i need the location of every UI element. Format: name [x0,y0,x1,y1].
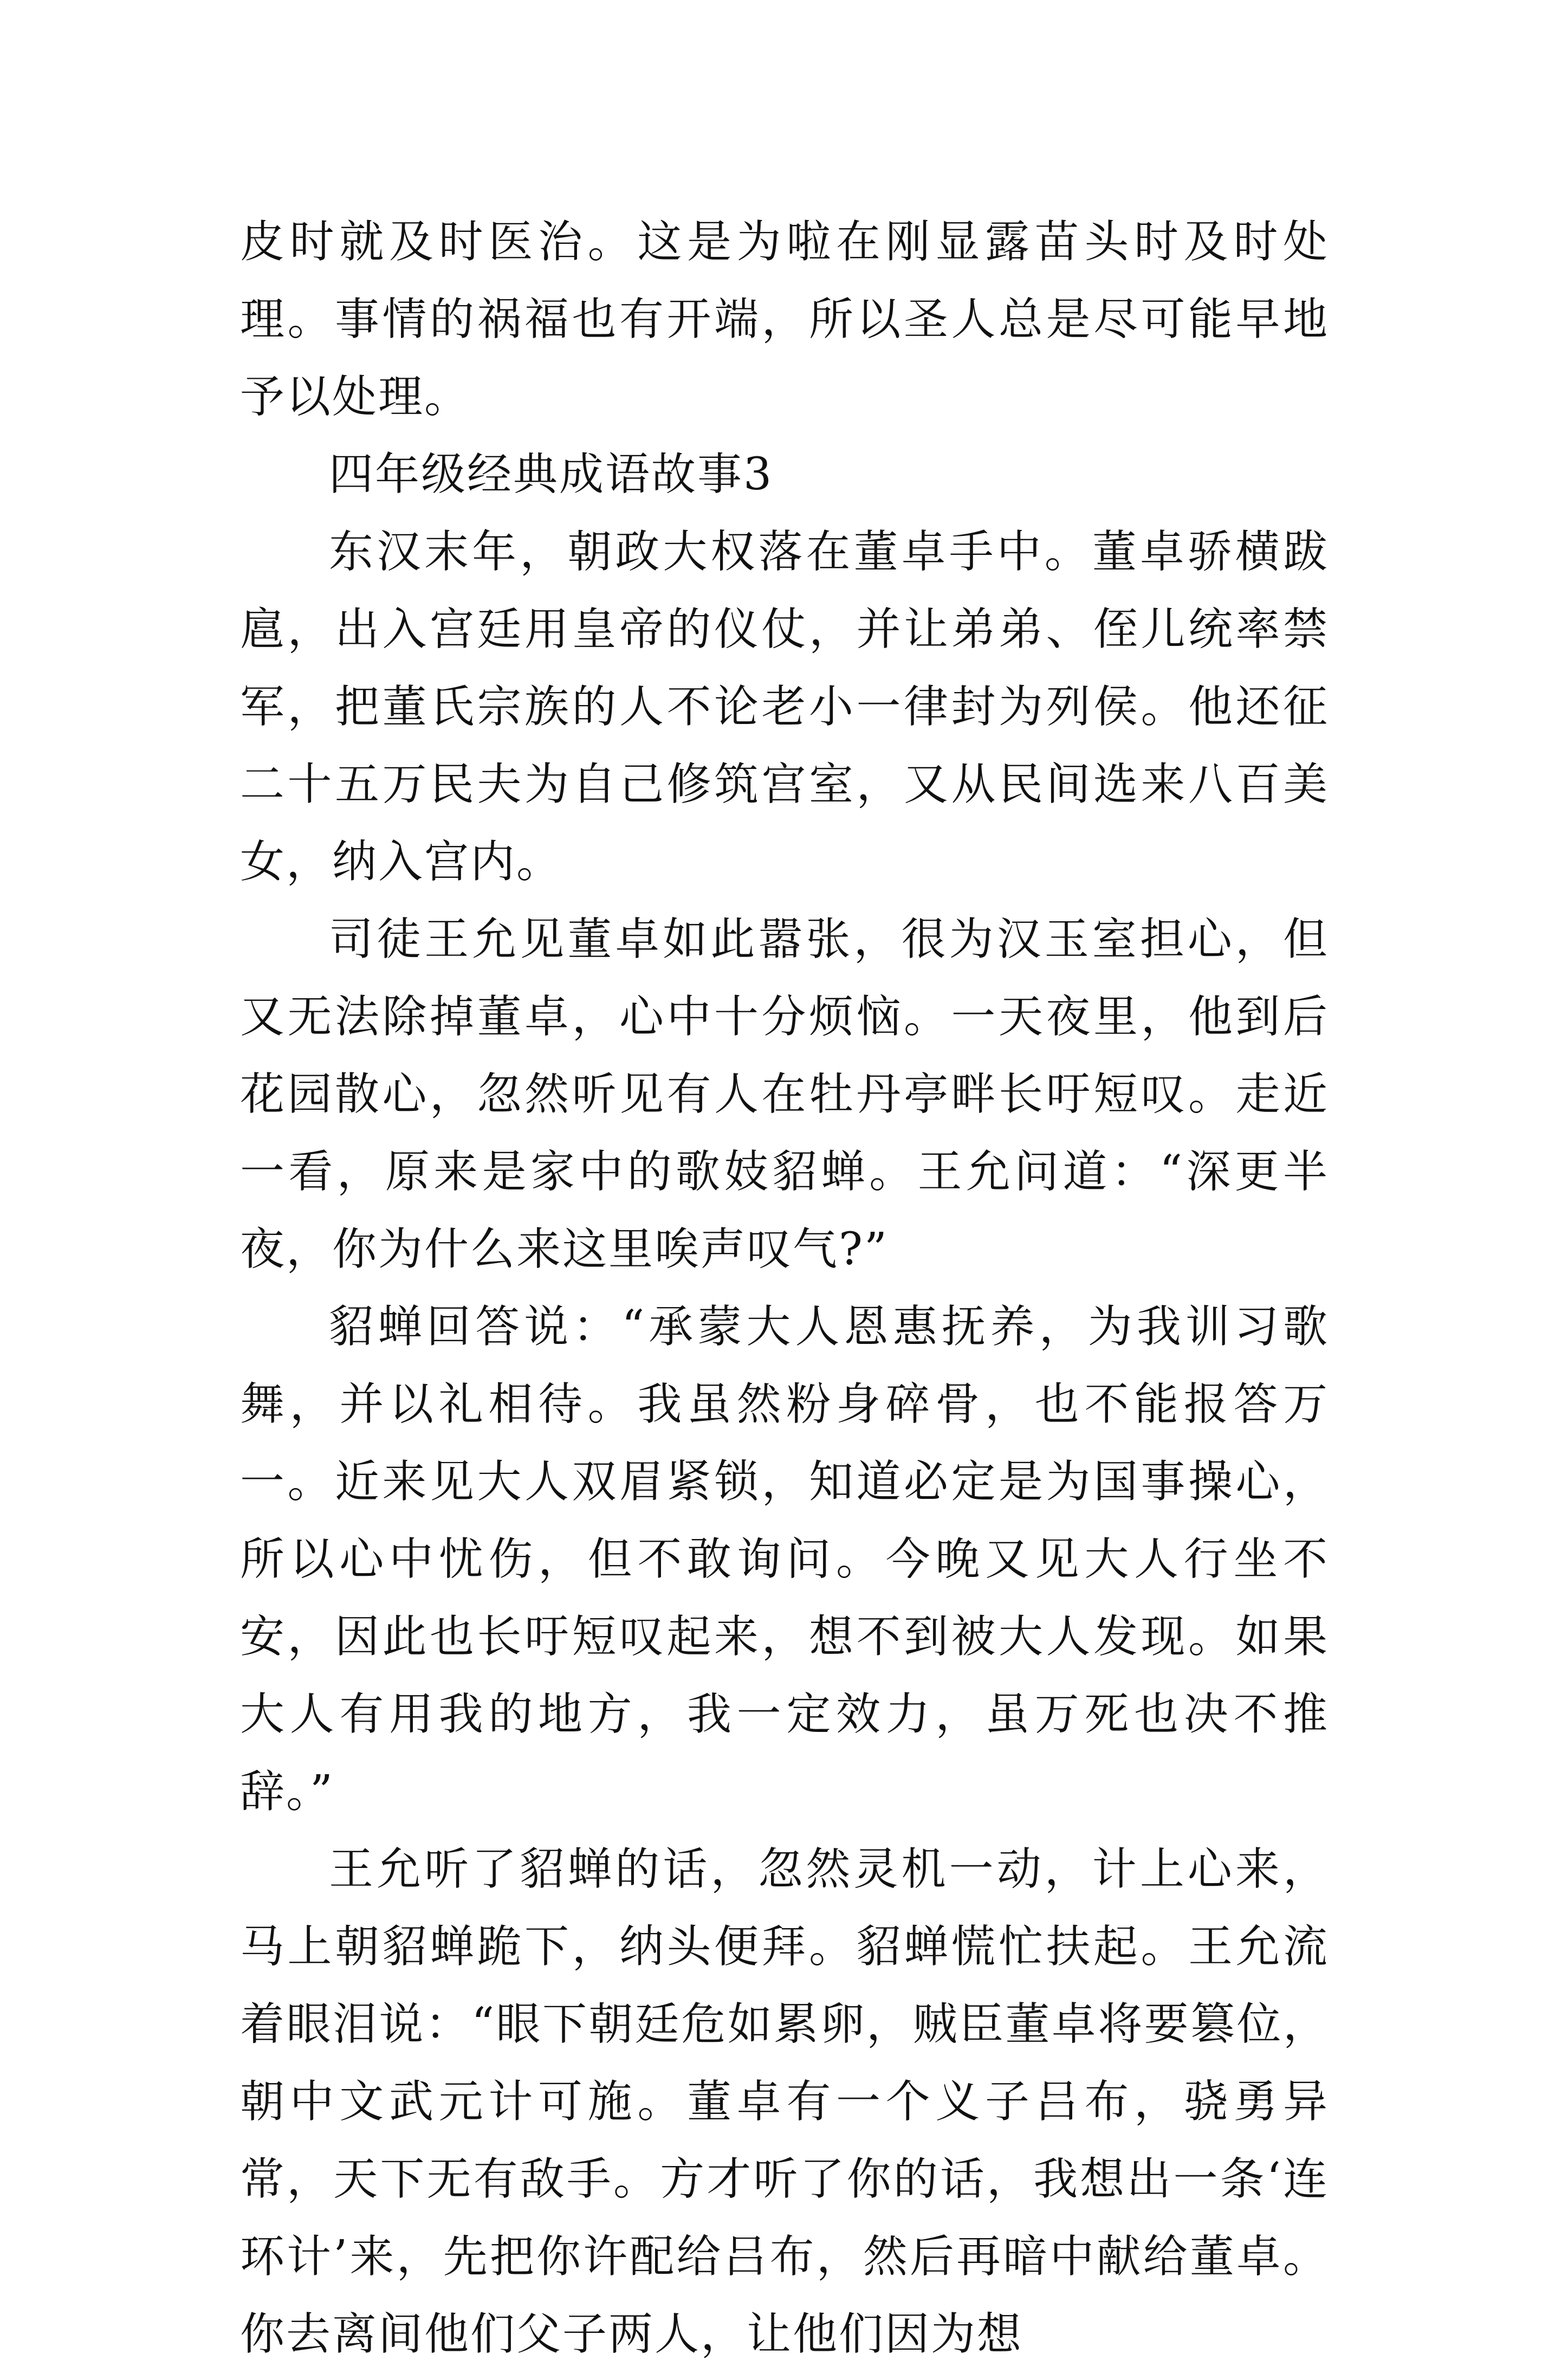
paragraph: 王允听了貂蝉的话，忽然灵机一动，计上心来，马上朝貂蝉跪下，纳头便拜。貂蝉慌忙扶起。王允流着眼泪说：“眼下朝廷危如累卵，贼臣董卓将要篡位，朝中文武元计可施。董卓有一个义子吕布，骁勇异常，天下无有敌手。方才听了你的话，我想出一条‘连环计’来，先把你许配给吕布，然后再暗中献给董卓。你去离间他们父子两人，让他们因为想 [240,1844,1329,2360]
section-heading: 四年级经典成语故事3 [329,449,774,500]
paragraph: 东汉末年，朝政大权落在董卓手中。董卓骄横跋扈，出入宫廷用皇帝的仪仗，并让弟弟、侄儿统率禁军，把董氏宗族的人不论老小一律封为列侯。他还征二十五万民夫为自己修筑宫室，又从民间选来八百美女，纳入宫内。 [240,526,1329,888]
paragraph-continued: 皮时就及时医治。这是为啦在刚显露苗头时及时处理。事情的祸福也有开端，所以圣人总是尽可能早地予以处理。 [240,216,1329,423]
body-text [240,203,1329,2373]
paragraph: 司徒王允见董卓如此嚣张，很为汉玉室担心，但又无法除掉董卓，心中十分烦恼。一天夜里，他到后花园散心，忽然听见有人在牡丹亭畔长吁短叹。走近一看，原来是家中的歌妓貂蝉。王允问道：“深更半夜，你为什么来这里唉声叹气?” [240,914,1329,1275]
paragraph: 貂蝉回答说：“承蒙大人恩惠抚养，为我训习歌舞，并以礼相待。我虽然粉身碎骨，也不能报答万一。近来见大人双眉紧锁，知道必定是为国事操心，所以心中忧伤，但不敢询问。今晚又见大人行坐不安，因此也长吁短叹起来，想不到被大人发现。如果大人有用我的地方，我一定效力，虽万死也决不推辞。” [240,1301,1329,1818]
